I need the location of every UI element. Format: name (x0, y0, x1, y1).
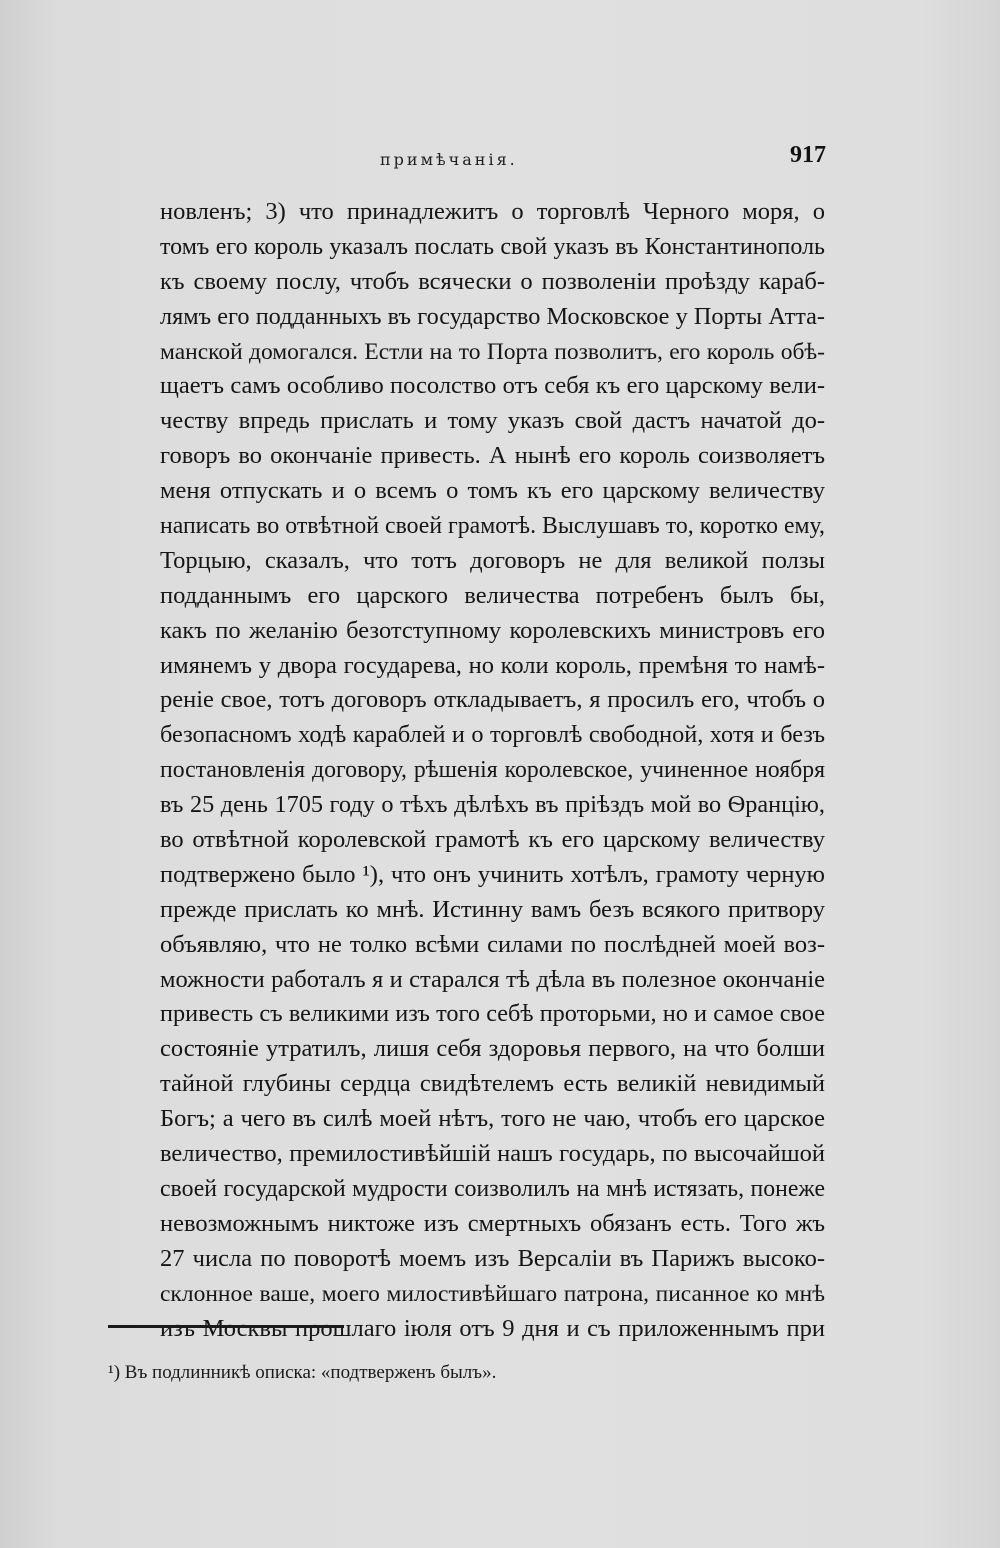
text-line: безопасномъ ходѣ караблей и о торговлѣ свободной, хотя и безъ (160, 721, 825, 749)
text-line: тайной глубины сердца свидѣтелемъ есть великій невидимый (160, 1070, 825, 1098)
text-line: написать во отвѣтной своей грамотѣ. Выслушавъ то, коротко ему, (160, 513, 825, 540)
text-line: щаетъ самъ особливо посолство отъ себя къ его царскому вели- (160, 372, 825, 400)
text-line: склонное ваше, моего милостивѣйшаго патрона, писанное ко мнѣ (160, 1280, 825, 1307)
footnote: ¹) Въ подлинникѣ описка: «подтверженъ былъ». (108, 1362, 497, 1383)
text-line: манской домогался. Естли на то Порта позволитъ, его король обѣ- (160, 338, 825, 365)
text-line: во отвѣтной королевской грамотѣ къ его царскому величеству (160, 826, 825, 854)
body-text (160, 195, 825, 1346)
text-line: можности работалъ я и старался тѣ дѣла въ полезное окончаніе (160, 965, 825, 993)
text-line: къ своему послу, чтобъ всячески о позволеніи проѣзду караб- (160, 267, 825, 295)
running-head: примѣчанія. (380, 150, 518, 169)
text-line: реніе свое, тотъ договоръ откладываетъ, я просилъ его, чтобъ о (160, 686, 825, 714)
text-line: величество, премилостивѣйшій нашъ государь, по высочайшой (160, 1140, 825, 1168)
text-line: подтвержено было ¹), что онъ учинить хотѣлъ, грамоту черную (160, 860, 825, 888)
text-line: подданнымъ его царского величества потребенъ былъ бы, (160, 581, 825, 609)
text-line: Богъ; а чего въ силѣ моей нѣтъ, того не чаю, чтобъ его царское (160, 1105, 825, 1133)
text-line: Торцыю, сказалъ, что тотъ договоръ не для великой ползы (160, 546, 825, 574)
text-line: томъ его король указалъ послать свой указъ въ Константинополь (160, 233, 825, 260)
text-line: невозможнымъ никтоже изъ смертныхъ обязанъ есть. Того жъ (160, 1209, 825, 1237)
text-line: привесть съ великими изъ того себѣ проторьми, но и самое свое (160, 1000, 825, 1028)
text-line: лямъ его подданныхъ въ государство Московское у Порты Атта- (160, 302, 825, 330)
text-line: новленъ; 3) что принадлежитъ о торговлѣ Черного моря, о (160, 198, 825, 225)
text-line: въ 25 день 1705 году о тѣхъ дѣлѣхъ въ пріѣздъ мой во Ѳранцію, (160, 791, 825, 819)
text-line: изъ Москвы прошлаго іюля отъ 9 дня и съ приложеннымъ при (160, 1314, 825, 1342)
text-line: меня отпускать и о всемъ о томъ къ его царскому величеству (160, 477, 825, 505)
text-line: постановленія договору, рѣшенія королевское, учиненное ноября (160, 757, 825, 784)
text-line: состояніе утратилъ, лишя себя здоровья первого, на что болши (160, 1035, 825, 1063)
text-line: прежде прислать ко мнѣ. Истинну вамъ безъ всякого притвору (160, 895, 825, 923)
page-number: 917 (790, 142, 826, 168)
text-line: 27 числа по поворотѣ моемъ изъ Версаліи въ Парижъ высоко- (160, 1244, 825, 1272)
text-line: какъ по желанію безотступному королевскихъ министровъ его (160, 616, 825, 644)
text-line: объявляю, что не толко всѣми силами по послѣдней моей воз- (160, 930, 825, 958)
text-line: имянемъ у двора государева, но коли король, премѣня то намѣ- (160, 651, 825, 679)
text-line: честву впредь прислать и тому указъ свой дастъ начатой до- (160, 407, 825, 435)
footnote-rule (108, 1325, 344, 1328)
text-line: своей государской мудрости соизволилъ на мнѣ истязать, понеже (160, 1175, 825, 1202)
text-line: говоръ во окончаніе привесть. А нынѣ его король соизволяетъ (160, 442, 825, 470)
